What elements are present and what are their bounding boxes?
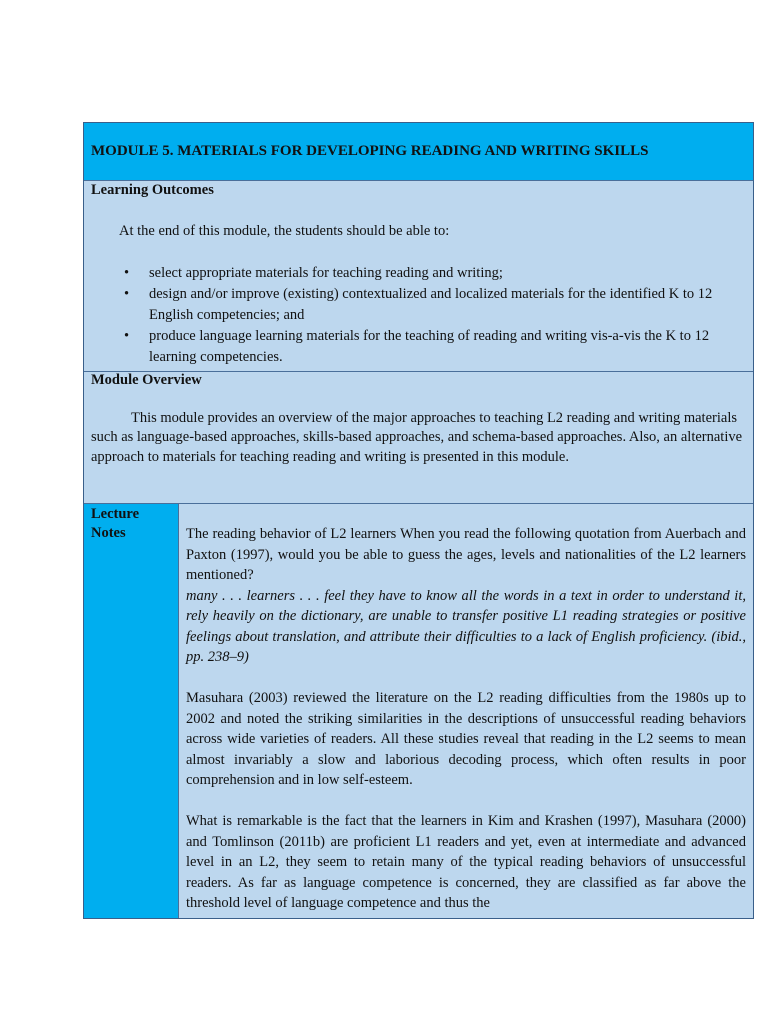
lecture-paragraph: What is remarkable is the fact that the learners in Kim and Krashen (1997), Masuhara (2000) and Tomlinson (2011b) are proficient L1 readers and yet, even at intermediate and advanced level in an L2, they seem to retain many of the typical reading behaviors of unsuccessful readers. As far as language competence is concerned, they are classified as far above the threshold level of language competence and thus the <box>186 813 746 911</box>
list-item <box>122 263 743 284</box>
outcome-text: produce language learning materials for the teaching of reading and writing vis-a-vis the K to 12 learning competencies. <box>149 328 710 365</box>
outcome-text: select appropriate materials for teaching reading and writing; <box>149 265 503 281</box>
learning-outcomes-heading: Learning Outcomes <box>91 182 214 198</box>
lecture-quote: many . . . learners . . . feel they have to know all the words in a text in order to understand it, rely heavily on the dictionary, are unable to transfer positive L1 reading strategies or positive feelings about translation, and attribute their difficulties to a lack of English proficiency. (ibid., pp. 238–9) <box>186 587 746 665</box>
list-item <box>122 326 743 368</box>
lecture-paragraph <box>186 524 746 668</box>
learning-outcomes-intro: At the end of this module, the students should be able to: <box>119 223 450 239</box>
module-table <box>83 122 754 919</box>
bullet-icon: • <box>124 328 130 344</box>
lecture-paragraph: Masuhara (2003) reviewed the literature on the L2 reading difficulties from the 1980s up to 2002 and noted the striking similarities in the descriptions of unsuccessful reading behaviors across wide varieties of readers. All these studies reveal that reading in the L2 seems to mean almost invariably a slow and laborious decoding process, which often results in poor comprehension and in low self-esteem. <box>186 690 746 788</box>
outcome-text: design and/or improve (existing) contextualized and localized materials for the identified K to 12 English competencies; and <box>149 286 713 323</box>
bullet-icon: • <box>124 265 130 281</box>
lecture-notes-label: Lecture Notes <box>84 504 179 918</box>
module-overview-heading: Module Overview <box>91 372 202 388</box>
module-title: MODULE 5. MATERIALS FOR DEVELOPING READING AND WRITING SKILLS <box>91 143 649 159</box>
bullet-icon: • <box>124 286 130 302</box>
lecture-notes-body <box>179 504 753 918</box>
lecture-notes-section <box>84 504 753 918</box>
module-overview-text: This module provides an overview of the major approaches to teaching L2 reading and writing materials such as language-based approaches, skills-based approaches, and schema-based approaches. Also, an alternative approach to materials for teaching reading and writing is presented in this module. <box>91 410 743 465</box>
module-title-row <box>84 123 753 181</box>
learning-outcomes-section <box>84 181 753 372</box>
learning-outcomes-list <box>122 263 743 368</box>
lecture-intro-text: The reading behavior of L2 learners When you read the following quotation from Auerbach and Paxton (1997), would you be able to guess the ages, levels and nationalities of the L2 learners mentioned? <box>186 526 746 583</box>
list-item <box>122 284 743 326</box>
module-overview-section <box>84 372 753 504</box>
